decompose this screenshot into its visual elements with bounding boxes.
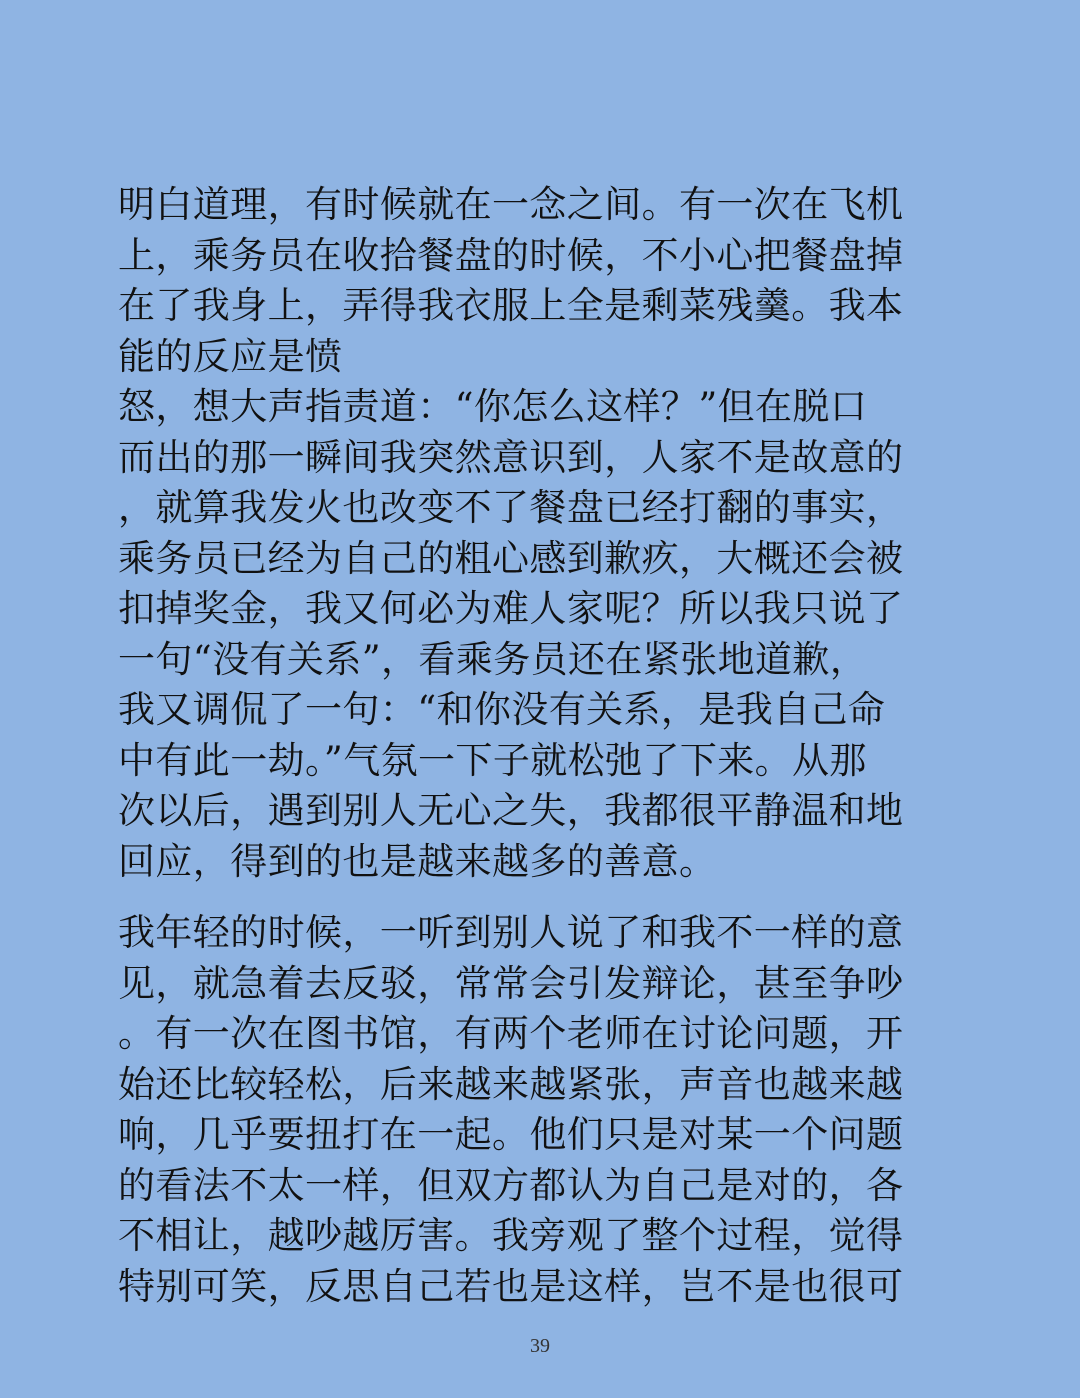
- text-line: 始还比较轻松，后来越来越紧张，声音也越来越: [118, 1062, 904, 1106]
- text-line: 我又调侃了一句：“和你没有关系，是我自己命: [118, 688, 886, 731]
- text-line: 见，就急着去反驳，常常会引发辩论，甚至争吵: [118, 961, 904, 1005]
- text-line: 扣掉奖金，我又何必为难人家呢？所以我只说了: [118, 587, 904, 630]
- text-line: 不相让，越吵越厉害。我旁观了整个过程，觉得: [118, 1214, 904, 1257]
- paragraph-2: [118, 908, 938, 1312]
- text-line: 响，几乎要扭打在一起。他们只是对某一个问题: [118, 1113, 904, 1156]
- text-line: 特别可笑，反思自己若也是这样，岂不是也很可: [118, 1264, 904, 1308]
- text-line: 。有一次在图书馆，有两个老师在讨论问题，开: [118, 1012, 904, 1055]
- paragraph-1: [118, 180, 938, 887]
- text-line: 而出的那一瞬间我突然意识到，人家不是故意的: [118, 435, 904, 479]
- text-line: 我年轻的时候，一听到别人说了和我不一样的意: [118, 911, 904, 954]
- text-line: 在了我身上，弄得我衣服上全是剩菜残羹。我本: [118, 284, 904, 327]
- text-line: 的看法不太一样，但双方都认为自己是对的，各: [118, 1163, 904, 1207]
- text-line: 明白道理，有时候就在一念之间。有一次在飞机: [118, 183, 904, 226]
- text-line: 能的反应是愤: [118, 334, 343, 378]
- text-line: ，就算我发火也改变不了餐盘已经打翻的事实，: [118, 486, 904, 529]
- text-line: 乘务员已经为自己的粗心感到歉疚，大概还会被: [118, 536, 904, 580]
- text-line: 次以后，遇到别人无心之失，我都很平静温和地: [118, 789, 904, 832]
- text-line: 上，乘务员在收拾餐盘的时候，不小心把餐盘掉: [118, 233, 904, 277]
- text-line: 回应，得到的也是越来越多的善意。: [118, 839, 717, 883]
- page-number: 39: [530, 1335, 550, 1357]
- text-line: 怒，想大声指责道：“你怎么这样？”但在脱口: [118, 385, 868, 428]
- text-line: 一句“没有关系”，看乘务员还在紧张地道歉，: [118, 637, 868, 681]
- text-line: 中有此一劫。”气氛一下子就松弛了下来。从那: [118, 738, 867, 782]
